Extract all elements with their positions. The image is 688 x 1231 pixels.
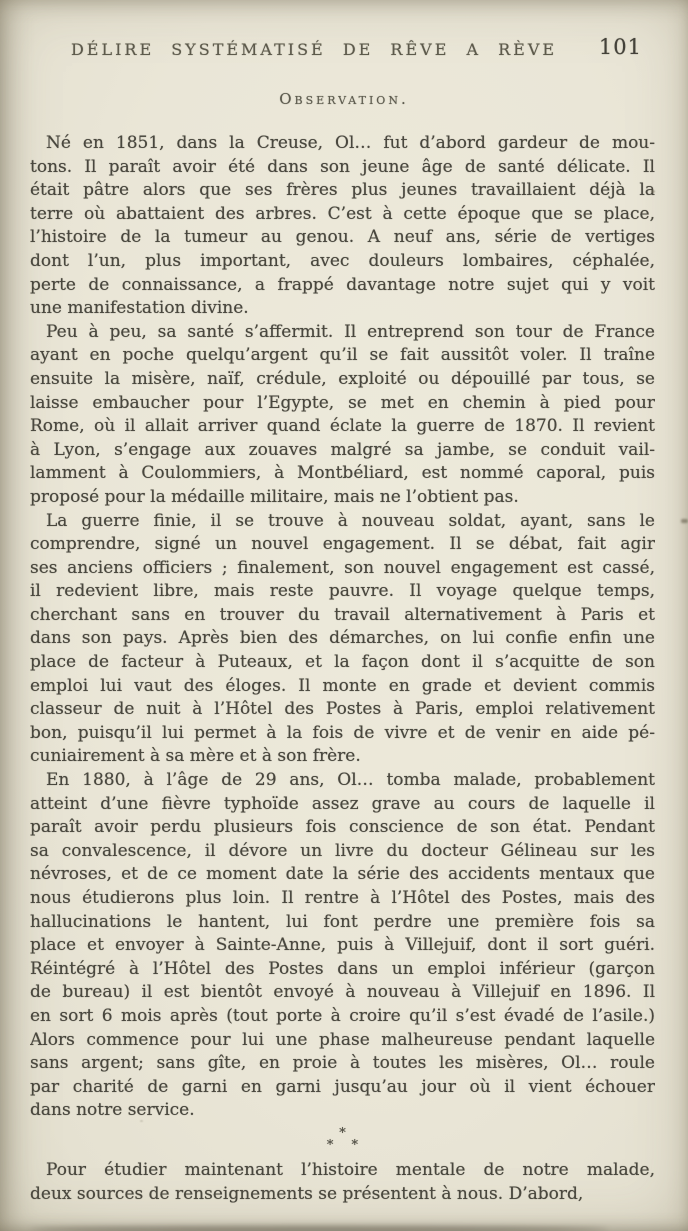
text-line: névroses, et de ce moment date la série des accidents mentaux que bbox=[30, 864, 655, 885]
paper-speck bbox=[140, 1120, 143, 1122]
paragraph bbox=[30, 510, 655, 770]
text-line: tons. Il paraît avoir été dans son jeune âge de santé délicate. Il bbox=[30, 156, 655, 177]
text-line: Né en 1851, dans la Creuse, Ol… fut d’abord gardeur de mou- bbox=[46, 133, 655, 153]
paragraph bbox=[30, 132, 655, 321]
text-line: sans argent; sans gîte, en proie à toutes les misères, Ol… roule bbox=[30, 1053, 655, 1074]
scan-bottom-shadow bbox=[30, 1226, 608, 1231]
text-line: place de facteur à Puteaux, et la façon dont il s’acquitte de son bbox=[30, 652, 655, 673]
text-line: La guerre finie, il se trouve à nouveau soldat, ayant, sans le bbox=[46, 510, 655, 531]
text-line: par charité de garni en garni jusqu’au jour où il vient échouer bbox=[30, 1076, 655, 1097]
paper-speck bbox=[651, 190, 655, 193]
text-line: emploi lui vaut des éloges. Il monte en grade et devient commis bbox=[30, 675, 655, 696]
paragraph bbox=[30, 321, 655, 510]
text-line: il redevient libre, mais reste pauvre. Il voyage quelque temps, bbox=[30, 581, 655, 602]
text-line: paraît avoir perdu plusieurs fois conscience de son état. Pendant bbox=[30, 817, 655, 838]
text-column bbox=[30, 132, 655, 1206]
text-line: à Lyon, s’engage aux zouaves malgré sa jambe, se conduit vail- bbox=[30, 439, 655, 460]
text-line: hallucinations le hantent, lui font perdre une première fois sa bbox=[30, 911, 655, 932]
text-line: bon, puisqu’il lui permet à la fois de vivre et de venir en aide pé- bbox=[30, 722, 655, 743]
text-line: classeur de nuit à l’Hôtel des Postes à Paris, emploi relativement bbox=[30, 699, 655, 720]
text-line: une manifestation divine. bbox=[30, 298, 249, 319]
text-line: ayant en poche quelqu’argent qu’il se fait aussitôt voler. Il traîne bbox=[30, 345, 655, 366]
section-heading: Observation. bbox=[279, 90, 409, 108]
text-line: de bureau) il est bientôt envoyé à nouveau à Villejuif en 1896. Il bbox=[30, 982, 655, 1003]
text-line: atteint d’une fièvre typhoïde assez grave au cours de laquelle il bbox=[30, 793, 655, 814]
text-line: comprendre, signé un nouvel engagement. Il se débat, fait agir bbox=[30, 534, 655, 555]
text-line: Alors commence pour lui une phase malheureuse pendant laquelle bbox=[30, 1029, 655, 1050]
paragraph bbox=[30, 1159, 655, 1206]
running-header bbox=[0, 37, 688, 65]
scan-edge-mark bbox=[681, 519, 688, 523]
paper-speck bbox=[390, 98, 393, 101]
text-line: proposé pour la médaille militaire, mais ne l’obtient pas. bbox=[30, 486, 519, 507]
text-line: terre où abattaient des arbres. C’est à cette époque que se place, bbox=[30, 203, 655, 224]
paragraph bbox=[30, 769, 655, 1123]
asterism-separator: * * * bbox=[326, 1125, 366, 1153]
text-line: dans son pays. Après bien des démarches, on lui confie enfin une bbox=[30, 628, 655, 649]
text-line: place et envoyer à Sainte-Anne, puis à Villejuif, dont il sort guéri. bbox=[30, 935, 655, 956]
text-line: dont l’un, plus important, avec douleurs lombaires, céphalée, bbox=[30, 250, 655, 271]
text-line: perte de connaissance, a frappé davantage notre sujet qui y voit bbox=[30, 274, 655, 295]
text-line: ensuite la misère, naïf, crédule, exploité ou dépouillé par tous, se bbox=[30, 368, 655, 389]
text-line: cherchant sans en trouver du travail alternativement à Paris et bbox=[30, 604, 655, 625]
text-line: Peu à peu, sa santé s’affermit. Il entreprend son tour de France bbox=[46, 321, 655, 342]
text-line: En 1880, à l’âge de 29 ans, Ol… tomba malade, probablement bbox=[46, 770, 655, 791]
chapter-title: DÉLIRE SYSTÉMATISÉ DE RÊVE A RÈVE bbox=[70, 40, 558, 59]
text-line: laisse embaucher pour l’Egypte, se met en chemin à pied pour bbox=[30, 392, 655, 413]
text-line: Pour étudier maintenant l’histoire mentale de notre malade, bbox=[46, 1159, 655, 1180]
text-line: en sort 6 mois après (tout porte à croire qu’il s’est évadé de l’asile.) bbox=[30, 1005, 655, 1026]
text-line: était pâtre alors que ses frères plus jeunes travaillaient déjà la bbox=[30, 180, 655, 201]
text-line: dans notre service. bbox=[30, 1100, 195, 1121]
text-line: Rome, où il allait arriver quand éclate la guerre de 1870. Il revient bbox=[30, 416, 655, 437]
text-line: sa convalescence, il dévore un livre du docteur Gélineau sur les bbox=[30, 840, 655, 861]
text-line: deux sources de renseignements se présentent à nous. D’abord, bbox=[30, 1183, 584, 1204]
text-line: Réintégré à l’Hôtel des Postes dans un emploi inférieur (garçon bbox=[30, 958, 655, 979]
text-line: nous étudierons plus loin. Il rentre à l’Hôtel des Postes, mais des bbox=[30, 888, 655, 908]
text-line: lamment à Coulommiers, à Montbéliard, est nommé caporal, puis bbox=[30, 463, 655, 484]
page-number: 101 bbox=[598, 35, 642, 59]
text-line: ses anciens officiers ; finalement, son nouvel engagement est cassé, bbox=[30, 557, 655, 578]
text-line: cuniairement à sa mère et à son frère. bbox=[30, 746, 361, 767]
text-line: l’histoire de la tumeur au genou. A neuf ans, série de vertiges bbox=[30, 227, 655, 248]
